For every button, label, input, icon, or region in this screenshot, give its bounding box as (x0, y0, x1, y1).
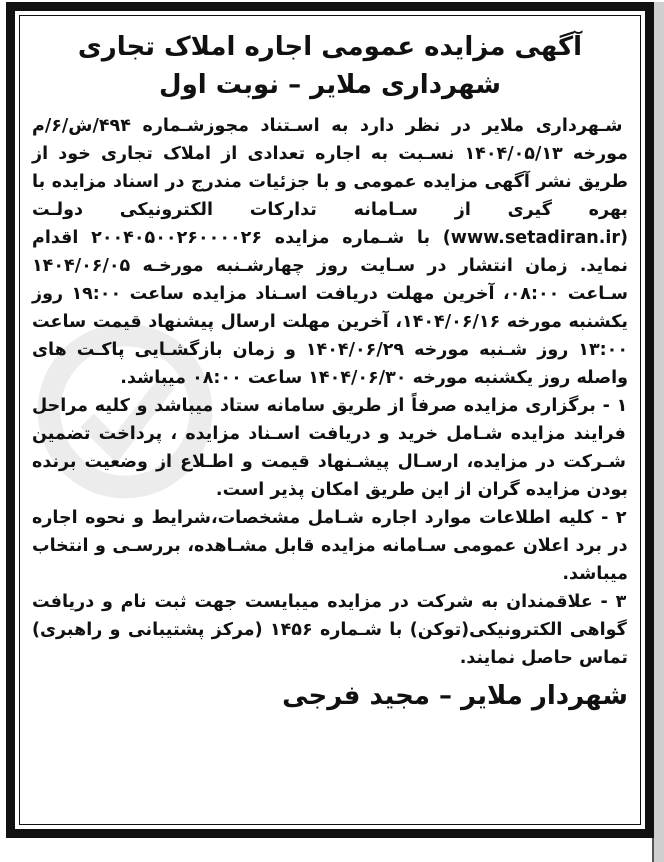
text-line: در برد اعلان عمومی سـامانه مزایده قابل مشـاهده، بررسـی و انتخاب (32, 536, 628, 556)
text-line: تماس حاصل نمایند. (459, 648, 628, 668)
text-line: گواهی الکترونیکی(توکن) با شـماره ۱۴۵۶ (مرکز پشتیبانی و راهبری) (32, 620, 627, 640)
ad-title: آگهی مزایده عمومی اجاره املاک تجاری (77, 32, 583, 62)
text-line: میباشد. (562, 564, 628, 584)
text-line: فرایند مزایده شـامل خرید و دریافت اسـناد مزایده ، پرداخت تضمین (32, 424, 626, 444)
intro-paragraph (32, 112, 628, 392)
ad-subtitle: شهرداری ملایر – نوبت اول (159, 70, 501, 100)
text-line: مورخه ۱۴۰۴/۰۵/۱۳ نسـبت به اجاره تعدادی از املاک تجاری خود (48, 144, 628, 164)
text-line: بودن مزایده گران از این طریق امکان پذیر است. (215, 480, 628, 500)
text-line: با بهره گیری از سـامانه تدارکات الکترونیکی دولـت (www.setadiran.ir) (32, 172, 628, 248)
signature: شهردار ملایر – مجید فرجی (282, 681, 628, 711)
text-line: شـهرداری ملایر در نظر دارد به اسـتناد مجوزشـماره ۴۹۴/ش/۶/م (32, 116, 623, 136)
text-line: از طریق نشر آگهی مزایده عمومی و با جزئیات مندرج در اسناد مزایده (32, 144, 628, 192)
ad-frame (6, 2, 654, 838)
ad-inner-border (19, 15, 641, 825)
ad-content (20, 16, 640, 724)
text-line: ۱ - برگزاری مزایده صرفاً از طریق سامانه ستاد میباشد و کلیه مراحل (32, 396, 628, 416)
text-line: ۳ - علاقمندان به شرکت در مزایده میبایست جهت ثبت نام و دریافت (32, 592, 627, 612)
text-line: در سـایت روز چهارشـنبه مورخـه ۱۴۰۴/۰۶/۰۵ سـاعت ۰۸:۰۰، (32, 256, 628, 304)
item-2 (32, 504, 628, 588)
text-line: شـنبه مورخه ۱۴۰۴/۰۶/۲۹ و زمان بازگشـایی پاکـت های واصله روز (32, 340, 628, 388)
text-line: شـرکت در مزایده، ارسـال پیشـنهاد قیمت و اطـلاع از وضعیت برنده (32, 452, 627, 472)
text-line: یکشنبه مورخه ۱۴۰۴/۰۶/۳۰ ساعت ۰۸:۰۰ میباشد. (120, 368, 534, 388)
text-line: ۲ - کلیه اطلاعات موارد اجاره شـامل مشخصات،شرایط و نحوه اجاره (32, 508, 627, 528)
text-line: آخرین مهلت دریافت اسـناد مزایده ساعت ۱۹:۰۰ روز یکشنبه مورخه (32, 284, 628, 332)
text-line: ۱۴۰۴/۰۶/۱۶، آخرین مهلت ارسال پیشنهاد قیمت ساعت ۱۳:۰۰ روز (32, 312, 629, 360)
text-line: با شـماره مزایده ۲۰۰۴۰۵۰۰۲۶۰۰۰۰۲۶ اقدام نماید. زمان انتشار (32, 228, 628, 276)
item-3 (32, 588, 628, 672)
item-1 (32, 392, 628, 504)
